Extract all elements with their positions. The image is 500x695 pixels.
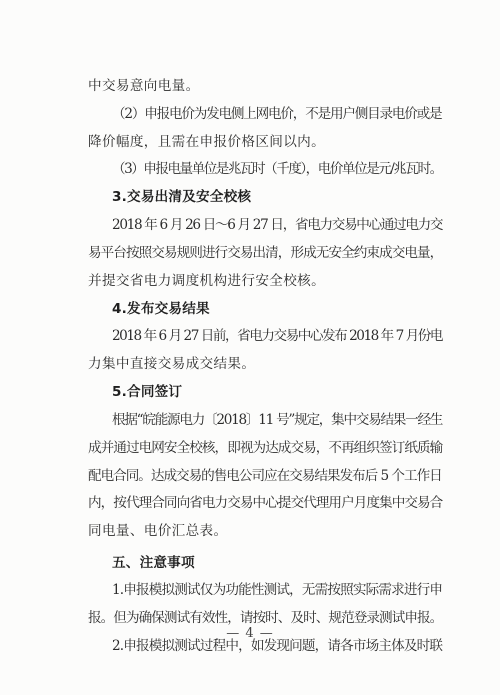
- section-heading-notes: 五、注意事项: [112, 555, 195, 571]
- section-heading-3: 3.交易出清及安全校核: [112, 189, 252, 205]
- text-line-1: 中交易意向电量。: [88, 78, 200, 94]
- text-line-10: 2018 年 6 月 27 日前，省电力交易中心发布 2018 年 7 月份电: [112, 328, 443, 344]
- text-line-3: 降价幅度，且需在申报价格区间以内。: [88, 134, 326, 150]
- section-heading-4: 4.发布交易结果: [112, 301, 210, 317]
- text-line-19: 1.申报模拟测试仅为功能性测试，无需按照实际需求进行申: [112, 582, 443, 598]
- text-line-2: （2）申报电价为发电侧上网电价，不是用户侧目录电价或是: [112, 106, 442, 122]
- text-line-7: 易平台按照交易规则进行交易出清，形成无安全约束成交电量，: [88, 245, 443, 261]
- text-line-6: 2018 年 6 月 26 日～6 月 27 日，省电力交易中心通过电力交: [112, 217, 443, 233]
- text-line-13: 根据“皖能源电力〔2018〕11 号”规定，集中交易结果一经生: [112, 412, 443, 428]
- text-line-11: 力集中直接交易成交结果。: [88, 356, 256, 372]
- section-heading-5: 5.合同签订: [112, 384, 183, 400]
- text-line-20: 报。但为确保测试有效性，请按时、及时、规范登录测试申报。: [88, 610, 443, 626]
- text-line-17: 同电量、电价汇总表。: [88, 523, 228, 539]
- page-number: — 4 —: [226, 626, 274, 641]
- text-line-8: 并提交省电力调度机构进行安全校核。: [88, 273, 326, 289]
- text-line-15: 配电合同。达成交易的售电公司应在交易结果发布后 5 个工作日: [88, 468, 442, 484]
- text-line-21: 2.申报模拟测试过程中，如发现问题，请各市场主体及时联: [112, 638, 443, 654]
- text-line-14: 成并通过电网安全校核，即视为达成交易，不再组织签订纸质输: [88, 440, 443, 456]
- text-line-16: 内，按代理合同向省电力交易中心提交代理用户月度集中交易合: [88, 495, 443, 511]
- text-line-4: （3）申报电量单位是兆瓦时（千度），电价单位是元/兆瓦时。: [112, 161, 442, 177]
